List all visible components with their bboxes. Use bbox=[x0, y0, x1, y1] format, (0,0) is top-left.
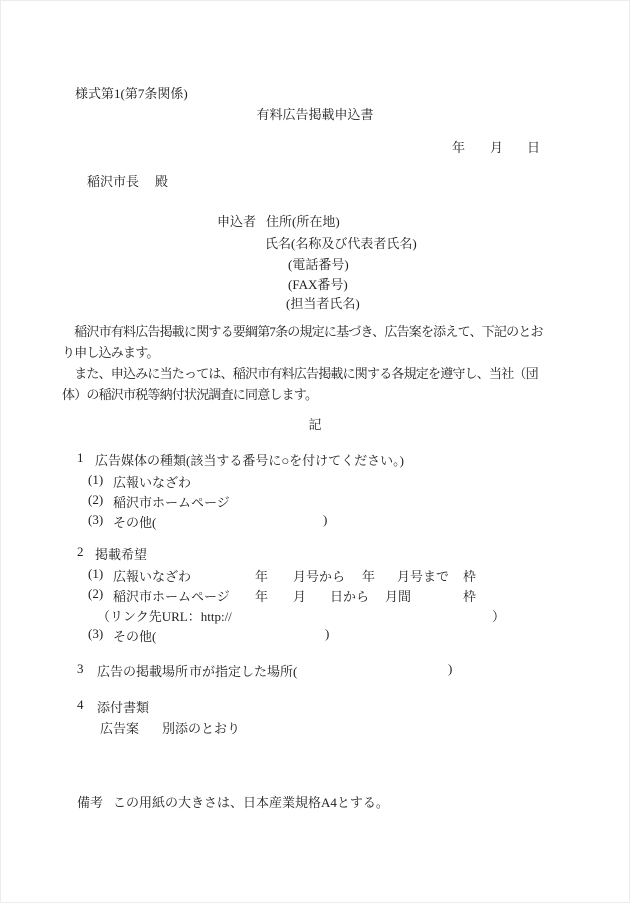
section2-heading bbox=[0, 544, 630, 561]
month-label: 月 bbox=[293, 589, 307, 604]
applicant-label: 申込者 bbox=[217, 214, 257, 229]
to-label: 月号まで bbox=[397, 569, 450, 584]
record-mark: 記 bbox=[308, 417, 322, 432]
from-label: 月号から bbox=[293, 569, 346, 584]
section3-title: 広告の掲載場所 bbox=[97, 664, 189, 679]
body-paragraph-line: 体）の稲沢市税等納付状況調査に同意します。 bbox=[62, 387, 318, 402]
item-close-paren: ) bbox=[323, 512, 328, 527]
year-label: 年 bbox=[255, 589, 269, 604]
item-number: (2) bbox=[88, 586, 104, 601]
applicant-address-label: 住所(所在地) bbox=[266, 214, 340, 229]
item-number: (2) bbox=[88, 492, 104, 507]
year-label: 年 bbox=[362, 569, 376, 584]
form-number: 様式第1(第7条関係) bbox=[75, 86, 188, 101]
year-label: 年 bbox=[255, 569, 269, 584]
section4-item bbox=[0, 718, 630, 735]
applicant-name-label: 氏名(名称及び代表者氏名) bbox=[265, 236, 417, 251]
date-year-label: 年 bbox=[452, 140, 466, 155]
body-paragraph-line: また、申込みに当たっては、稲沢市有料広告掲載に関する各規定を遵守し、当社（団 bbox=[62, 366, 538, 381]
applicant-contact-label: (担当者氏名) bbox=[286, 296, 360, 311]
item-label: 広報いなざわ bbox=[113, 475, 192, 490]
applicant-address-line bbox=[0, 211, 630, 228]
item-label: 稲沢市ホームページ bbox=[113, 589, 230, 604]
frame-label: 枠 bbox=[463, 589, 477, 604]
remarks-line bbox=[0, 792, 630, 809]
link-url-close-paren: ） bbox=[492, 609, 506, 624]
section4-heading bbox=[0, 697, 630, 714]
page-title: 有料広告掲載申込書 bbox=[256, 107, 374, 122]
section2-title: 掲載希望 bbox=[95, 547, 148, 562]
item-label: 稲沢市ホームページ bbox=[113, 495, 230, 510]
item-number: (3) bbox=[88, 626, 104, 641]
list-item bbox=[0, 586, 630, 603]
list-item bbox=[0, 472, 630, 489]
section1-number: 1 bbox=[77, 450, 84, 465]
from-label: 日から bbox=[330, 589, 370, 604]
item-close-paren: ) bbox=[325, 626, 330, 641]
frame-label: 枠 bbox=[463, 569, 477, 584]
list-item bbox=[0, 566, 630, 583]
addressee-line bbox=[0, 171, 630, 188]
remarks-label: 備考 bbox=[77, 795, 104, 810]
body-paragraph-line: り申し込みます。 bbox=[62, 345, 159, 360]
item-label: 広報いなざわ bbox=[113, 569, 192, 584]
item-number: (1) bbox=[88, 472, 104, 487]
section2-number: 2 bbox=[77, 544, 84, 559]
date-day-label: 日 bbox=[527, 140, 541, 155]
item-label: その他( bbox=[113, 515, 157, 530]
date-line bbox=[0, 137, 630, 154]
applicant-phone-label: (電話番号) bbox=[288, 257, 349, 272]
addressee-name: 稲沢市長 bbox=[87, 174, 140, 189]
item-number: (3) bbox=[88, 512, 104, 527]
attachment-value: 別添のとおり bbox=[162, 721, 241, 736]
section4-number: 4 bbox=[77, 697, 84, 712]
section1-heading bbox=[0, 450, 630, 467]
link-url-line bbox=[0, 606, 630, 623]
section3-close-paren: ) bbox=[448, 661, 453, 676]
list-item bbox=[0, 492, 630, 509]
section3-heading bbox=[0, 661, 630, 678]
item-label: その他( bbox=[113, 629, 157, 644]
link-url-label: （リンク先URL：http:// bbox=[97, 609, 232, 624]
section3-place-label: 市が指定した場所( bbox=[189, 664, 298, 679]
section1-title: 広告媒体の種類(該当する番号に○を付けてください。) bbox=[95, 453, 405, 468]
attachment-label: 広告案 bbox=[100, 721, 140, 736]
item-number: (1) bbox=[88, 566, 104, 581]
duration-label: 月間 bbox=[385, 589, 412, 604]
remarks-text: この用紙の大きさは、日本産業規格A4とする。 bbox=[113, 795, 389, 810]
section4-title: 添付書類 bbox=[97, 700, 150, 715]
section3-number: 3 bbox=[77, 661, 84, 676]
applicant-fax-label: (FAX番号) bbox=[288, 277, 348, 292]
list-item bbox=[0, 626, 630, 643]
body-paragraph-line: 稲沢市有料広告掲載に関する要綱第7条の規定に基づき、広告案を添えて、下記のとお bbox=[62, 324, 543, 339]
date-month-label: 月 bbox=[490, 140, 504, 155]
addressee-honorific: 殿 bbox=[155, 174, 169, 189]
list-item bbox=[0, 512, 630, 529]
